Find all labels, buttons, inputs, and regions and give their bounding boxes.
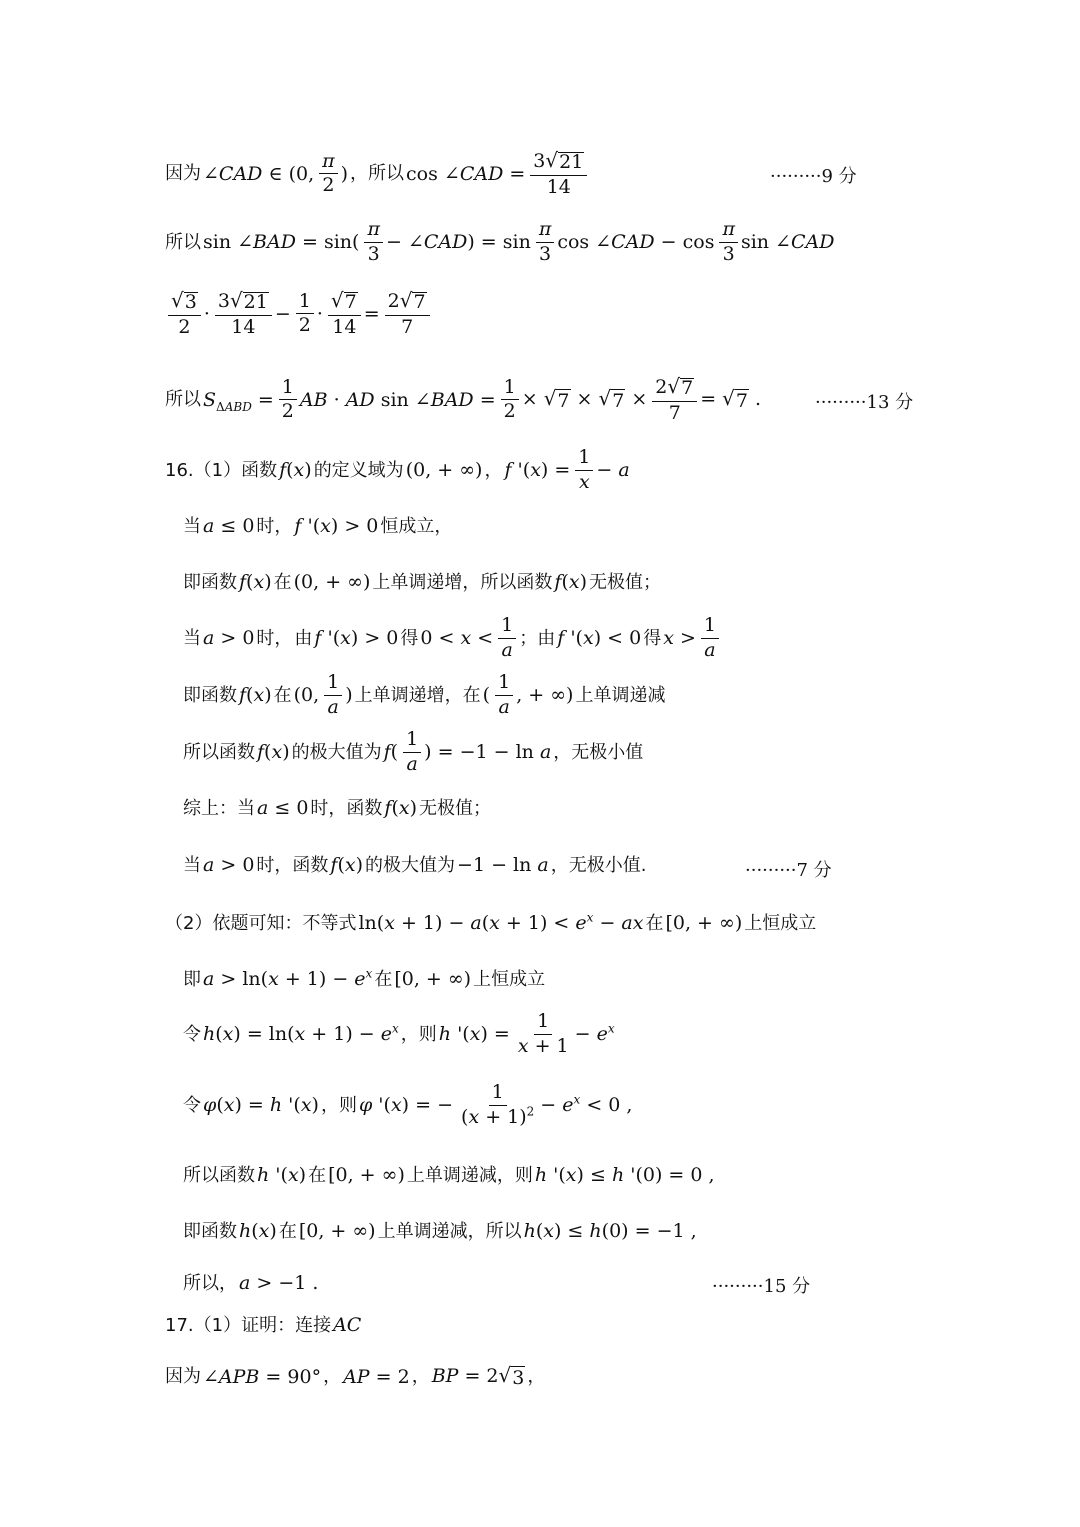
- line-q16-2-hx: 即函数 h(x) 在 [0, + ∞) 上单调递减，所以 h(x) ≤ h(0) = −1 ,: [183, 1220, 697, 1242]
- line-q16-2-phi: 令 φ(x) = h '(x) ，则 φ '(x) = − $\frac{1}{(x + 1)^2}$ − $e^x < 0$ ,: [183, 1081, 633, 1128]
- line-sin-bad: 所以 sin ∠BAD = sin( $\frac{\pi}{3}$ − ∠CAD) = sin $\frac{\pi}{3}$ cos ∠CAD − cos $\frac{\pi}{3}$ sin ∠CAD: [165, 218, 835, 265]
- line-q16-a-le-0: 当 a ≤ 0 时， f '(x) > 0 恒成立，: [183, 515, 453, 537]
- line-q16-2-equiv: 即 $a > \ln(x + 1) - e^x$ 在 [0, + ∞) 上恒成立: [183, 966, 546, 990]
- line-q16-summary-1: 综上：当 a ≤ 0 时，函数 f(x) 无极值；: [183, 797, 492, 819]
- line-q16-summary-2: 当 a > 0 时，函数 f(x) 的极大值为 −1 − ln a ，无极小值.: [183, 854, 647, 876]
- line-q17-head: 17.（1）证明：连接 AC: [165, 1314, 362, 1336]
- line-q17-given: 因为 ∠APB = 90° ， AP = 2 ， BP = 2 √ 3 ，: [165, 1363, 546, 1389]
- line-q16-2-inequality: （2）依题可知：不等式 $\ln(x + 1) - a(x + 1) < e^x$ − ax 在 [0, + ∞) 上恒成立: [165, 910, 817, 934]
- score-13: ·········13 分: [815, 392, 914, 413]
- text-yinwei: 因为: [165, 163, 201, 185]
- line-sin-bad-value: √ 3 2 · 3 √ 21 14 − $\frac{1}{2}$ · √ 7 14 = 2 √ 7 7: [165, 290, 433, 338]
- score-15: ·········15 分: [712, 1276, 811, 1297]
- line-q16-a-gt-0: 当 a > 0 时， 由 f '(x) > 0 得 0 < x < $\frac{1}{a}$ ；由 f '(x) < 0 得 x > $\frac{1}{a}$: [183, 616, 722, 661]
- line-q16-2-h: 令 $h(x) = \ln(x + 1) - e^x$ ，则 h '(x) = $\frac{1}{x + 1}$ − $e^x$: [183, 1010, 615, 1057]
- text-comma-suoyi: ，所以: [350, 163, 405, 185]
- line-q16-monotonic: 即函数 f(x) 在 (0, $\frac{1}{a}$ ) 上单调递增，在 ( $\frac{1}{a}$ , + ∞) 上单调递减: [183, 671, 666, 718]
- line-q16-2-hprime: 所以函数 h '(x) 在 [0, + ∞) 上单调递减，则 h '(x) ≤ h '(0) = 0 ,: [183, 1164, 715, 1186]
- line-area-abd: 所以 $S_{\Delta ABD}$ = $\frac{1}{2}$ AB · AD sin ∠BAD = $\frac{1}{2}$ × √ 7 × √ 7 × 2 √ 7 7 = √ 7 .: [165, 374, 762, 424]
- score-9: ·········9 分: [770, 166, 857, 187]
- line-q16-increasing: 即函数 f(x) 在 (0, + ∞) 上单调递增，所以函数 f(x) 无极值；: [183, 571, 661, 593]
- line-q16-2-conclusion: 所以， a > −1 .: [183, 1272, 319, 1294]
- line-q16-domain: 16.（1）函数 f(x) 的定义域为 (0, + ∞) ， f '(x) = $\frac{1}{x}$ − a: [165, 446, 630, 493]
- score-7: ·········7 分: [745, 860, 832, 881]
- line-cad-cos: 因为 ∠CAD ∈ (0, $\frac{\pi}{2}$ ) ，所以 cos ∠CAD = 3 √ 21 14: [165, 150, 590, 198]
- line-q16-max: 所以函数 f(x) 的极大值为 f( $\frac{1}{a}$ ) = −1 − ln a ，无极小值: [183, 728, 644, 775]
